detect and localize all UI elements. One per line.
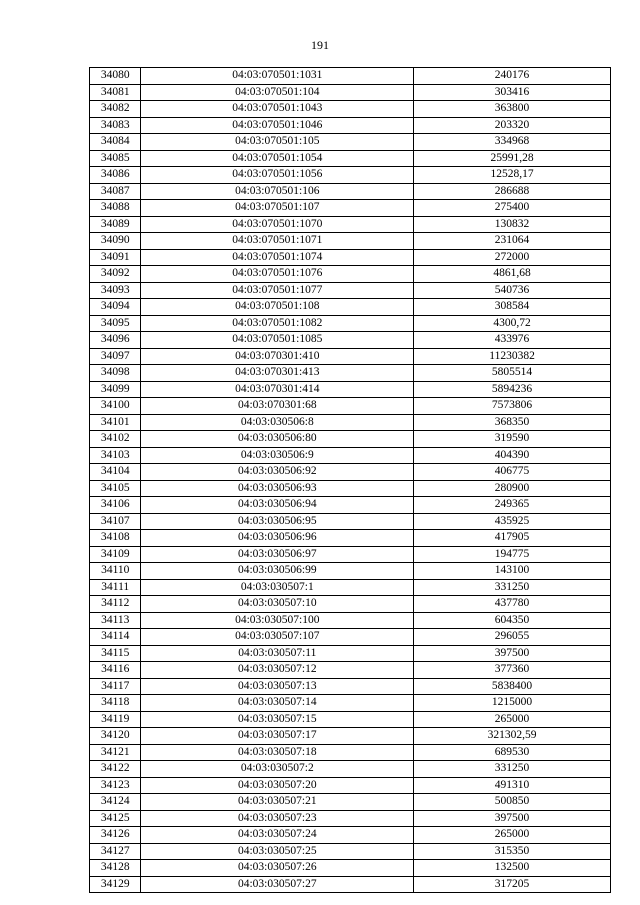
row-number-cell: 34118 — [90, 695, 141, 712]
row-number-cell: 34103 — [90, 447, 141, 464]
table-row — [90, 843, 611, 860]
cadastral-number-cell: 04:03:070301:414 — [141, 381, 414, 398]
table-body — [90, 68, 611, 893]
table-row — [90, 348, 611, 365]
table-row — [90, 447, 611, 464]
cadastral-value-cell: 397500 — [414, 645, 611, 662]
table-row — [90, 414, 611, 431]
row-number-cell: 34125 — [90, 810, 141, 827]
cadastral-value-cell: 194775 — [414, 546, 611, 563]
row-number-cell: 34117 — [90, 678, 141, 695]
row-number-cell: 34080 — [90, 68, 141, 85]
cadastral-number-cell: 04:03:030506:94 — [141, 497, 414, 514]
cadastral-value-cell: 286688 — [414, 183, 611, 200]
table-row — [90, 546, 611, 563]
table-row — [90, 365, 611, 382]
row-number-cell: 34126 — [90, 827, 141, 844]
row-number-cell: 34082 — [90, 101, 141, 118]
table-row — [90, 579, 611, 596]
cadastral-value-cell: 689530 — [414, 744, 611, 761]
table-row — [90, 117, 611, 134]
cadastral-value-table — [89, 67, 611, 893]
cadastral-number-cell: 04:03:030507:15 — [141, 711, 414, 728]
row-number-cell: 34123 — [90, 777, 141, 794]
cadastral-number-cell: 04:03:030506:93 — [141, 480, 414, 497]
cadastral-value-cell: 11230382 — [414, 348, 611, 365]
cadastral-value-cell: 130832 — [414, 216, 611, 233]
cadastral-number-cell: 04:03:030507:14 — [141, 695, 414, 712]
cadastral-number-cell: 04:03:030507:27 — [141, 876, 414, 893]
cadastral-number-cell: 04:03:070501:1056 — [141, 167, 414, 184]
table-row — [90, 711, 611, 728]
table-row — [90, 150, 611, 167]
table-row — [90, 629, 611, 646]
cadastral-number-cell: 04:03:030506:8 — [141, 414, 414, 431]
table-row — [90, 678, 611, 695]
row-number-cell: 34105 — [90, 480, 141, 497]
cadastral-number-cell: 04:03:030507:17 — [141, 728, 414, 745]
row-number-cell: 34085 — [90, 150, 141, 167]
row-number-cell: 34119 — [90, 711, 141, 728]
row-number-cell: 34115 — [90, 645, 141, 662]
cadastral-number-cell: 04:03:070501:1077 — [141, 282, 414, 299]
cadastral-number-cell: 04:03:030507:25 — [141, 843, 414, 860]
cadastral-value-cell: 331250 — [414, 761, 611, 778]
cadastral-value-cell: 334968 — [414, 134, 611, 151]
cadastral-number-cell: 04:03:030507:11 — [141, 645, 414, 662]
cadastral-number-cell: 04:03:030506:99 — [141, 563, 414, 580]
cadastral-number-cell: 04:03:070501:1031 — [141, 68, 414, 85]
cadastral-number-cell: 04:03:030507:12 — [141, 662, 414, 679]
row-number-cell: 34083 — [90, 117, 141, 134]
table-row — [90, 332, 611, 349]
table-row — [90, 167, 611, 184]
cadastral-number-cell: 04:03:070501:1082 — [141, 315, 414, 332]
table-row — [90, 794, 611, 811]
table-row — [90, 84, 611, 101]
cadastral-value-cell: 5838400 — [414, 678, 611, 695]
table-row — [90, 282, 611, 299]
row-number-cell: 34081 — [90, 84, 141, 101]
cadastral-value-cell: 604350 — [414, 612, 611, 629]
cadastral-value-cell: 321302,59 — [414, 728, 611, 745]
row-number-cell: 34129 — [90, 876, 141, 893]
row-number-cell: 34104 — [90, 464, 141, 481]
cadastral-value-cell: 317205 — [414, 876, 611, 893]
table-row — [90, 398, 611, 415]
table-row — [90, 810, 611, 827]
cadastral-value-cell: 406775 — [414, 464, 611, 481]
cadastral-number-cell: 04:03:070301:413 — [141, 365, 414, 382]
table-row — [90, 728, 611, 745]
cadastral-number-cell: 04:03:030507:1 — [141, 579, 414, 596]
cadastral-number-cell: 04:03:030506:80 — [141, 431, 414, 448]
cadastral-value-cell: 500850 — [414, 794, 611, 811]
row-number-cell: 34102 — [90, 431, 141, 448]
cadastral-number-cell: 04:03:030506:96 — [141, 530, 414, 547]
cadastral-value-cell: 303416 — [414, 84, 611, 101]
cadastral-value-cell: 132500 — [414, 860, 611, 877]
table-row — [90, 200, 611, 217]
cadastral-value-cell: 12528,17 — [414, 167, 611, 184]
cadastral-number-cell: 04:03:030507:107 — [141, 629, 414, 646]
row-number-cell: 34112 — [90, 596, 141, 613]
cadastral-number-cell: 04:03:070301:68 — [141, 398, 414, 415]
cadastral-value-cell: 377360 — [414, 662, 611, 679]
cadastral-number-cell: 04:03:070501:1074 — [141, 249, 414, 266]
row-number-cell: 34095 — [90, 315, 141, 332]
row-number-cell: 34114 — [90, 629, 141, 646]
cadastral-value-cell: 265000 — [414, 827, 611, 844]
row-number-cell: 34122 — [90, 761, 141, 778]
page-number: 191 — [311, 38, 329, 52]
cadastral-number-cell: 04:03:070501:1076 — [141, 266, 414, 283]
row-number-cell: 34111 — [90, 579, 141, 596]
row-number-cell: 34096 — [90, 332, 141, 349]
cadastral-value-cell: 491310 — [414, 777, 611, 794]
row-number-cell: 34127 — [90, 843, 141, 860]
cadastral-number-cell: 04:03:070501:1043 — [141, 101, 414, 118]
cadastral-number-cell: 04:03:070501:106 — [141, 183, 414, 200]
table-row — [90, 827, 611, 844]
cadastral-number-cell: 04:03:070301:410 — [141, 348, 414, 365]
table-row — [90, 480, 611, 497]
table-row — [90, 530, 611, 547]
cadastral-value-cell: 4300,72 — [414, 315, 611, 332]
cadastral-number-cell: 04:03:030506:92 — [141, 464, 414, 481]
row-number-cell: 34100 — [90, 398, 141, 415]
cadastral-value-cell: 5805514 — [414, 365, 611, 382]
cadastral-value-cell: 280900 — [414, 480, 611, 497]
table-row — [90, 101, 611, 118]
cadastral-number-cell: 04:03:030506:95 — [141, 513, 414, 530]
cadastral-value-cell: 435925 — [414, 513, 611, 530]
table-row — [90, 777, 611, 794]
cadastral-value-cell: 272000 — [414, 249, 611, 266]
table-row — [90, 183, 611, 200]
table-row — [90, 612, 611, 629]
row-number-cell: 34092 — [90, 266, 141, 283]
cadastral-number-cell: 04:03:030507:18 — [141, 744, 414, 761]
row-number-cell: 34109 — [90, 546, 141, 563]
table-row — [90, 513, 611, 530]
table-row — [90, 68, 611, 85]
cadastral-value-cell: 275400 — [414, 200, 611, 217]
cadastral-value-cell: 397500 — [414, 810, 611, 827]
table-row — [90, 431, 611, 448]
cadastral-value-cell: 231064 — [414, 233, 611, 250]
cadastral-value-cell: 5894236 — [414, 381, 611, 398]
cadastral-value-cell: 331250 — [414, 579, 611, 596]
cadastral-value-cell: 249365 — [414, 497, 611, 514]
table-row — [90, 299, 611, 316]
row-number-cell: 34090 — [90, 233, 141, 250]
row-number-cell: 34087 — [90, 183, 141, 200]
cadastral-number-cell: 04:03:070501:1085 — [141, 332, 414, 349]
row-number-cell: 34089 — [90, 216, 141, 233]
table-row — [90, 695, 611, 712]
cadastral-number-cell: 04:03:030507:23 — [141, 810, 414, 827]
row-number-cell: 34124 — [90, 794, 141, 811]
cadastral-number-cell: 04:03:030506:9 — [141, 447, 414, 464]
cadastral-value-cell: 296055 — [414, 629, 611, 646]
row-number-cell: 34088 — [90, 200, 141, 217]
cadastral-value-cell: 308584 — [414, 299, 611, 316]
cadastral-number-cell: 04:03:070501:108 — [141, 299, 414, 316]
row-number-cell: 34128 — [90, 860, 141, 877]
cadastral-value-cell: 143100 — [414, 563, 611, 580]
table-row — [90, 315, 611, 332]
row-number-cell: 34091 — [90, 249, 141, 266]
row-number-cell: 34121 — [90, 744, 141, 761]
cadastral-value-cell: 319590 — [414, 431, 611, 448]
row-number-cell: 34108 — [90, 530, 141, 547]
cadastral-value-cell: 315350 — [414, 843, 611, 860]
table-row — [90, 381, 611, 398]
row-number-cell: 34084 — [90, 134, 141, 151]
cadastral-value-cell: 265000 — [414, 711, 611, 728]
cadastral-number-cell: 04:03:070501:107 — [141, 200, 414, 217]
cadastral-number-cell: 04:03:070501:1070 — [141, 216, 414, 233]
table-row — [90, 563, 611, 580]
row-number-cell: 34086 — [90, 167, 141, 184]
cadastral-value-cell: 203320 — [414, 117, 611, 134]
cadastral-value-cell: 368350 — [414, 414, 611, 431]
row-number-cell: 34120 — [90, 728, 141, 745]
row-number-cell: 34116 — [90, 662, 141, 679]
cadastral-number-cell: 04:03:030507:10 — [141, 596, 414, 613]
table-row — [90, 761, 611, 778]
table-row — [90, 266, 611, 283]
cadastral-value-cell: 433976 — [414, 332, 611, 349]
table-row — [90, 662, 611, 679]
cadastral-number-cell: 04:03:030507:20 — [141, 777, 414, 794]
table-row — [90, 134, 611, 151]
table-row — [90, 596, 611, 613]
row-number-cell: 34101 — [90, 414, 141, 431]
cadastral-number-cell: 04:03:030506:97 — [141, 546, 414, 563]
cadastral-value-cell: 1215000 — [414, 695, 611, 712]
row-number-cell: 34099 — [90, 381, 141, 398]
cadastral-value-cell: 417905 — [414, 530, 611, 547]
cadastral-value-cell: 437780 — [414, 596, 611, 613]
cadastral-number-cell: 04:03:030507:13 — [141, 678, 414, 695]
cadastral-value-cell: 363800 — [414, 101, 611, 118]
cadastral-value-cell: 25991,28 — [414, 150, 611, 167]
table-row — [90, 249, 611, 266]
table-row — [90, 645, 611, 662]
cadastral-number-cell: 04:03:070501:1046 — [141, 117, 414, 134]
table-row — [90, 464, 611, 481]
cadastral-number-cell: 04:03:070501:1071 — [141, 233, 414, 250]
cadastral-number-cell: 04:03:030507:2 — [141, 761, 414, 778]
row-number-cell: 34113 — [90, 612, 141, 629]
table-row — [90, 216, 611, 233]
cadastral-number-cell: 04:03:030507:21 — [141, 794, 414, 811]
cadastral-number-cell: 04:03:070501:104 — [141, 84, 414, 101]
row-number-cell: 34110 — [90, 563, 141, 580]
cadastral-number-cell: 04:03:030507:100 — [141, 612, 414, 629]
cadastral-value-cell: 404390 — [414, 447, 611, 464]
table-row — [90, 233, 611, 250]
row-number-cell: 34098 — [90, 365, 141, 382]
cadastral-number-cell: 04:03:030507:26 — [141, 860, 414, 877]
cadastral-number-cell: 04:03:070501:105 — [141, 134, 414, 151]
table-row — [90, 497, 611, 514]
row-number-cell: 34097 — [90, 348, 141, 365]
table-row — [90, 860, 611, 877]
cadastral-value-cell: 540736 — [414, 282, 611, 299]
row-number-cell: 34094 — [90, 299, 141, 316]
table-row — [90, 876, 611, 893]
row-number-cell: 34106 — [90, 497, 141, 514]
cadastral-number-cell: 04:03:030507:24 — [141, 827, 414, 844]
row-number-cell: 34093 — [90, 282, 141, 299]
row-number-cell: 34107 — [90, 513, 141, 530]
cadastral-number-cell: 04:03:070501:1054 — [141, 150, 414, 167]
cadastral-value-cell: 240176 — [414, 68, 611, 85]
cadastral-value-cell: 7573806 — [414, 398, 611, 415]
table-row — [90, 744, 611, 761]
cadastral-value-cell: 4861,68 — [414, 266, 611, 283]
